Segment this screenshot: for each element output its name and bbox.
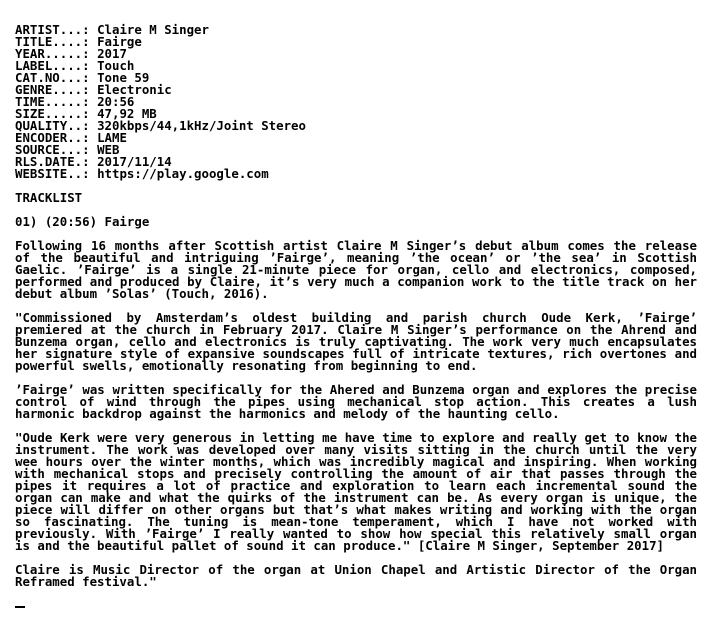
description-paragraph [15,564,697,588]
meta-value: Fairge [97,34,142,49]
description-paragraph [15,312,697,372]
meta-key: ENCODER..: [15,130,90,145]
paragraph-text: ’Fairge’ was written specifically for the Ahered and Bunzema organ and explores the precise control of wind through the pipes using mechanical stop action. This creates a lush harmonic backdrop against the harmonics and melody of the haunting cello. [15,382,697,421]
meta-key: CAT.NO...: [15,70,90,85]
description-paragraph [15,432,697,552]
meta-value: 2017/11/14 [97,154,172,169]
meta-key: GENRE....: [15,82,90,97]
meta-value: https://play.google.com [97,166,269,181]
meta-key: TIME.....: [15,94,90,109]
meta-key: SOURCE...: [15,142,90,157]
meta-value: Electronic [97,82,172,97]
description-paragraph [15,384,697,420]
meta-key: ARTIST...: [15,22,90,37]
spacer [15,180,697,192]
paragraph-text: "Oude Kerk were very generous in letting me have time to explore and really get to know the instrument. The work was developed over many visits sitting in the church until the very wee hours over the winter months, which was incredibly magical and inspiring. When working with mechanical stops and precisely controlling the amount of air that passes through the pipes it requires a lot of practice and exploration to learn each incremental sound the organ can make and what the quirks of the instrument can be. As every organ is unique, the piece will differ on other organs but that’s what makes writing and working with the organ so fascinating. The tuning is mean-tone temperament, which I have not worked with previously. With ’Fairge’ I really wanted to show how special this relatively small organ is and the beautiful pallet of sound it can produce." [Claire M Singer, September 2017] [15,430,697,553]
nfo-document [15,24,697,600]
meta-key: SIZE.....: [15,106,90,121]
meta-key: LABEL....: [15,58,90,73]
meta-value: 320kbps/44,1kHz/Joint Stereo [97,118,306,133]
meta-value: WEB [97,142,120,157]
paragraph-text: Claire is Music Director of the organ at Union Chapel and Artistic Director of the Organ Reframed festival." [15,562,697,589]
meta-value: 20:56 [97,94,135,109]
meta-key: YEAR.....: [15,46,90,61]
meta-key: WEBSITE..: [15,166,90,181]
track-line: 01) (20:56) Fairge [15,214,150,229]
metadata-block [15,24,697,180]
meta-value: Tone 59 [97,70,150,85]
meta-key: RLS.DATE.: [15,154,90,169]
meta-value: 47,92 MB [97,106,157,121]
meta-website [15,168,697,180]
paragraph-text: "Commissioned by Amsterdam’s oldest building and parish church Oude Kerk, ’Fairge’ premiered at the church in February 2017. Claire M Singer’s performance on the Ahrend and Bunzema organ, cello and electronics is truly captivating. The work very much encapsulates her signature style of expansive soundscapes full of intricate textures, rich overtones and powerful swells, emotionally resonating from beginning to end. [15,310,697,373]
paragraph-text: Following 16 months after Scottish artist Claire M Singer’s debut album comes the release of the beautiful and intriguing ’Fairge’, meaning ’the ocean’ or ’the sea’ in Scottish Gaelic. ’Fairge’ is a single 21-minute piece for organ, cello and electronics, composed, performed and produced by Claire, it’s very much a companion work to the title track on her debut album ’Solas’ (Touch, 2016). [15,238,697,301]
meta-value: 2017 [97,46,127,61]
meta-value: Claire M Singer [97,22,209,37]
meta-key: TITLE....: [15,34,90,49]
meta-key: QUALITY..: [15,118,90,133]
description-paragraph [15,240,697,300]
meta-value: LAME [97,130,127,145]
meta-value: Touch [97,58,135,73]
text-cursor [15,606,25,608]
tracklist-heading: TRACKLIST [15,190,83,205]
